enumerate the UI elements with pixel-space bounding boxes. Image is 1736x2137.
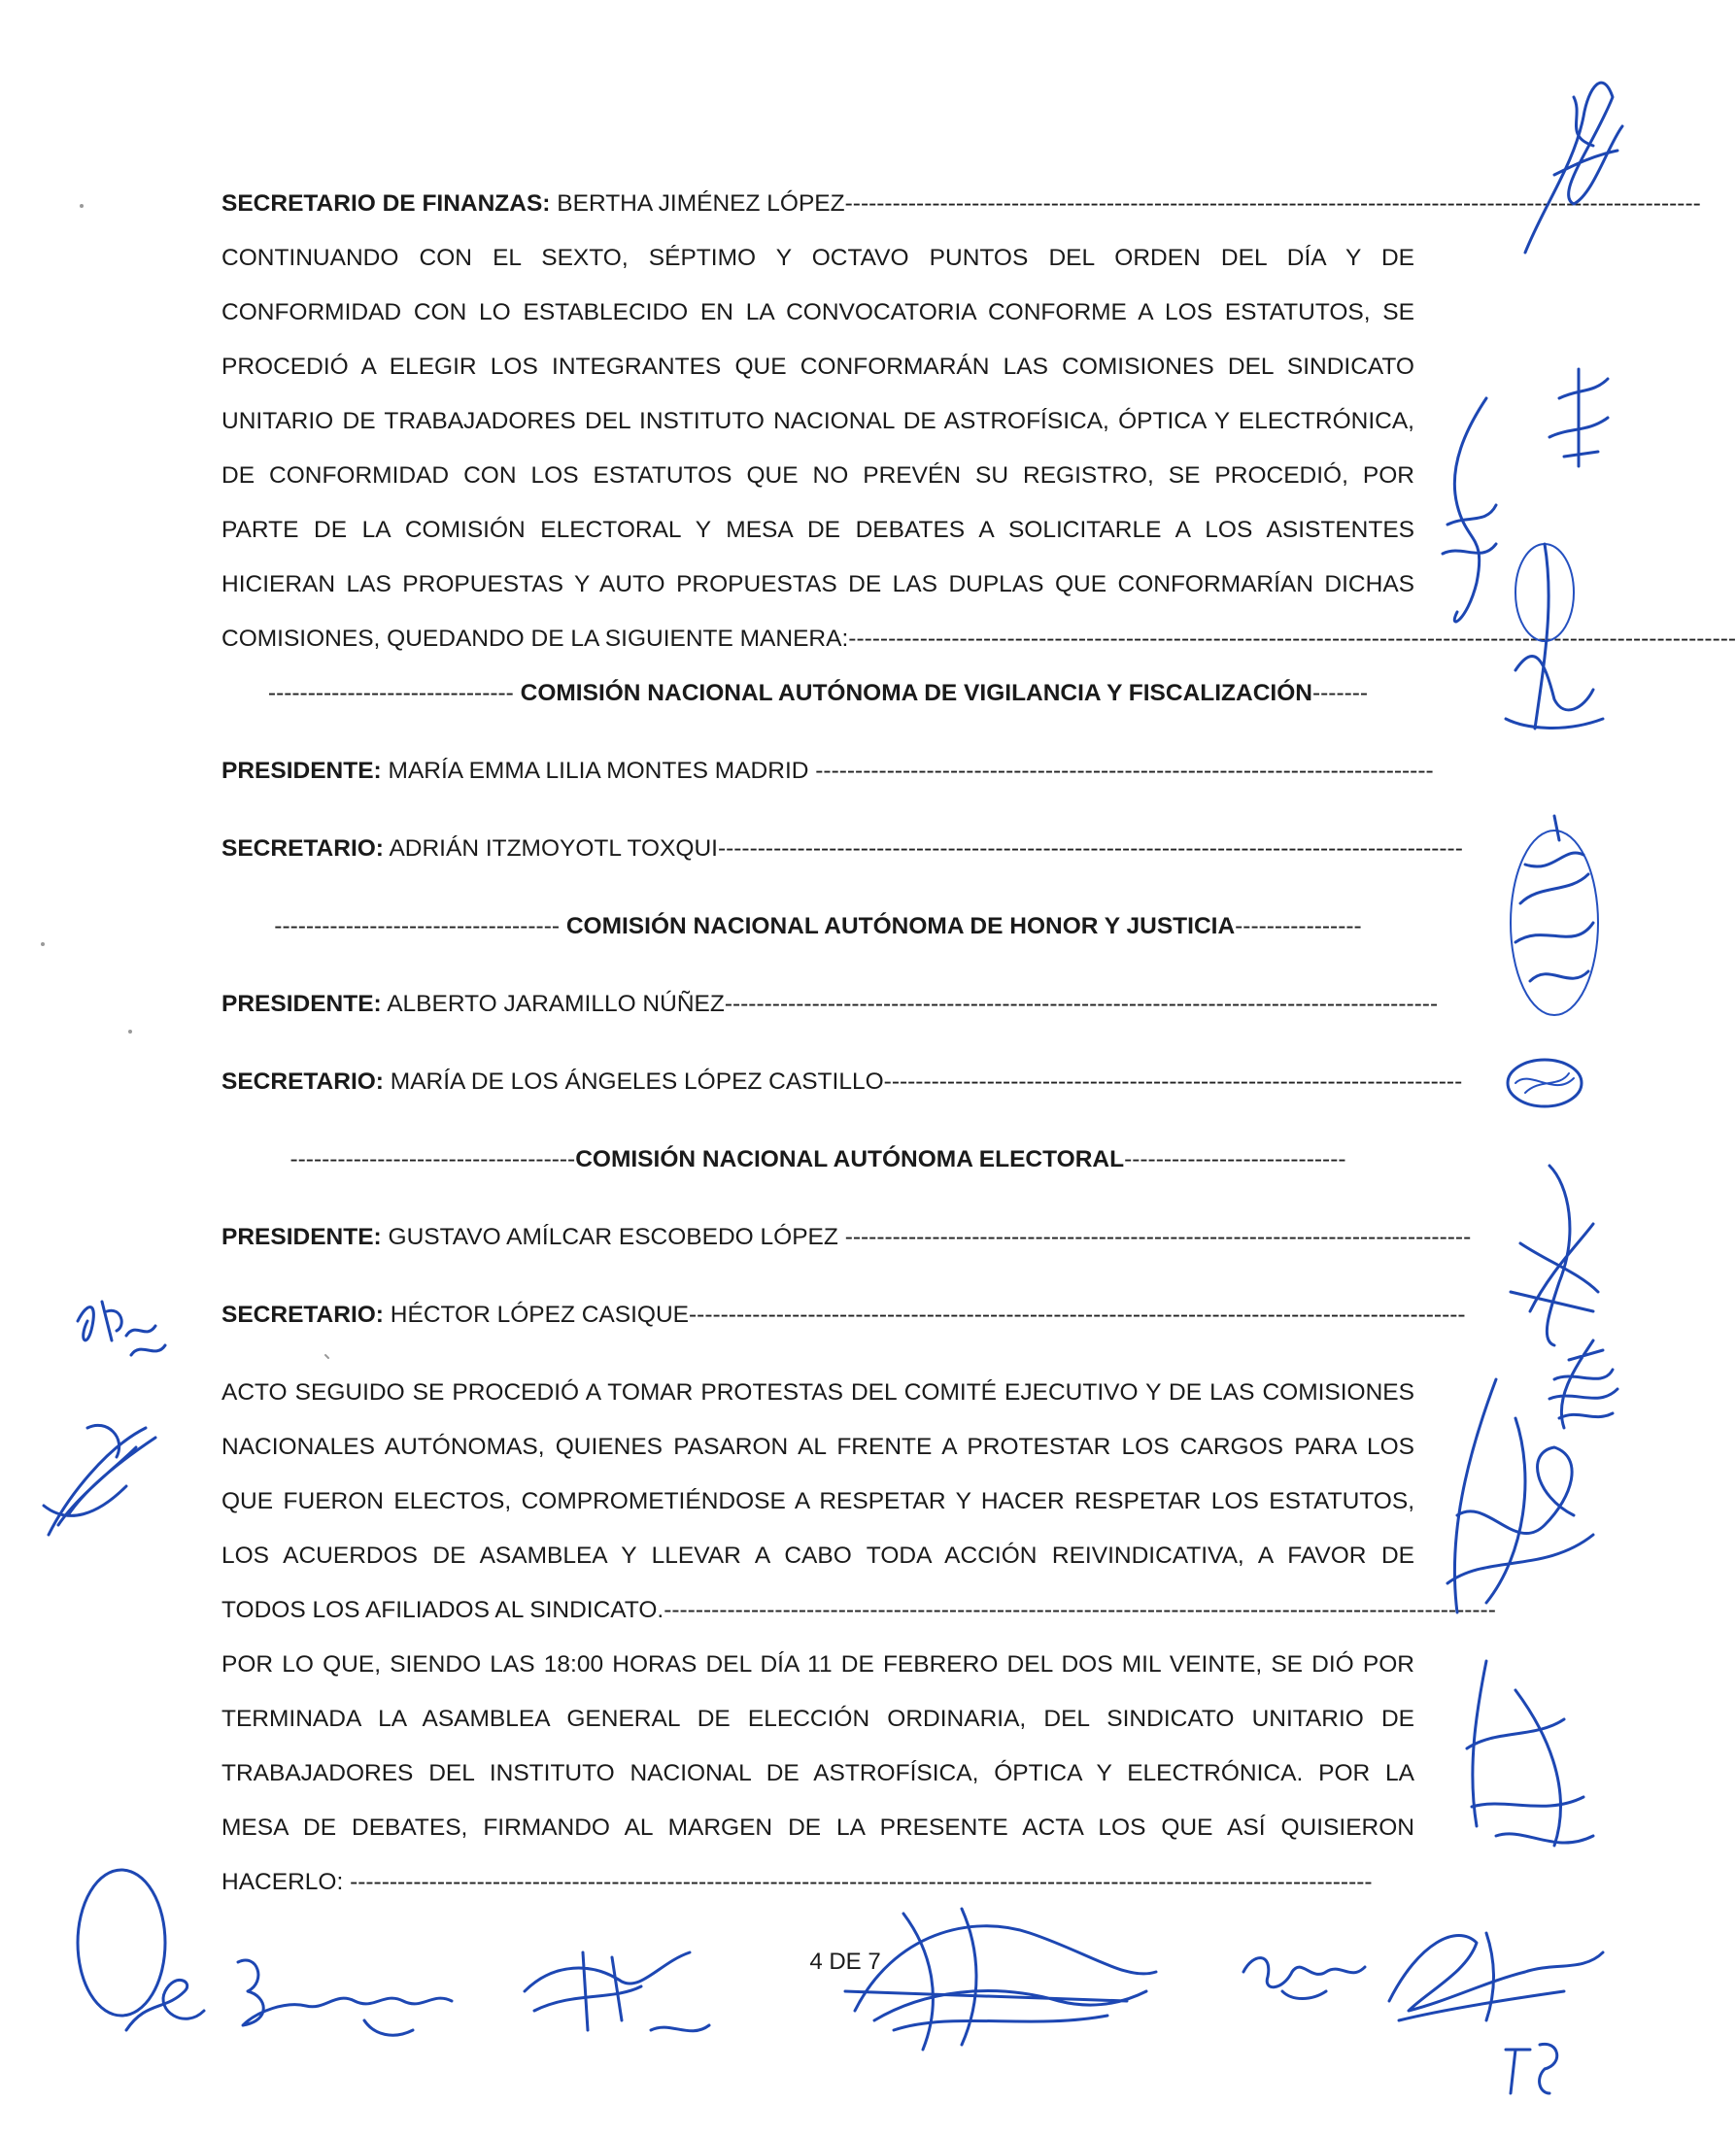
president-label: PRESIDENTE: [221,758,382,784]
finance-secretary-name: BERTHA JIMÉNEZ LÓPEZ [557,190,845,217]
paragraph-1 [221,231,1736,666]
scan-speck [80,204,84,208]
paragraph-line: HICIERAN LAS PROPUESTAS Y AUTO PROPUESTAS DE LAS DUPLAS QUE CONFORMARÍAN DICHAS [221,571,1414,597]
commission-title: COMISIÓN NACIONAL AUTÓNOMA DE HONOR Y JUSTICIA [565,913,1236,939]
commission-secretary-line: SECRETARIO: ADRIÁN ITZMOYOTL TOXQUI---------------------------------------------------------------------------------------------- [221,835,1463,862]
paragraph-line: CONTINUANDO CON EL SEXTO, SÉPTIMO Y OCTAVO PUNTOS DEL ORDEN DEL DÍA Y DE [221,245,1414,271]
president-label: PRESIDENTE: [221,991,382,1017]
paragraph-line: ACTO SEGUIDO SE PROCEDIÓ A TOMAR PROTESTAS DEL COMITÉ EJECUTIVO Y DE LAS COMISIONES [221,1379,1414,1406]
commission-heading: ------------------------------------COMISIÓN NACIONAL AUTÓNOMA ELECTORAL---------------------------- [289,1146,1346,1172]
bottom-signature [1234,1933,1370,2016]
margin-signature [1428,1360,1603,1637]
paragraph-3 [221,1638,1414,1910]
finance-secretary-label: SECRETARIO DE FINANZAS: [221,190,551,217]
secretary-name: MARÍA DE LOS ÁNGELES LÓPEZ CASTILLO [390,1068,884,1095]
page-number: 4 DE 7 [809,1949,881,1975]
secretary-label: SECRETARIO: [221,1302,384,1328]
scan-mark [321,1350,340,1374]
secretary-label: SECRETARIO: [221,1068,384,1095]
commission-title: COMISIÓN NACIONAL AUTÓNOMA DE VIGILANCIA Y FISCALIZACIÓN [520,680,1312,706]
scan-speck [128,1030,132,1034]
initials-annotation [68,1282,175,1374]
paragraph-line: CONFORMIDAD CON LO ESTABLECIDO EN LA CONVOCATORIA CONFORME A LOS ESTATUTOS, SE [221,299,1414,325]
commission-president-line: PRESIDENTE: GUSTAVO AMÍLCAR ESCOBEDO LÓPEZ ------------------------------------------------------------------------------- [221,1224,1472,1250]
president-name: GUSTAVO AMÍLCAR ESCOBEDO LÓPEZ [388,1224,838,1250]
bottom-signature [835,1894,1166,2064]
secretary-name: ADRIÁN ITZMOYOTL TOXQUI [389,835,718,862]
paragraph-line-last: TODOS LOS AFILIADOS AL SINDICATO.--------------------------------------------------------------------------------------------------------- [221,1597,1496,1623]
margin-signature [29,1408,175,1559]
scan-speck [41,942,45,946]
commission-president-line: PRESIDENTE: ALBERTO JARAMILLO NÚÑEZ------------------------------------------------------------------------------------------ [221,991,1439,1017]
secretary-name: HÉCTOR LÓPEZ CASIQUE [390,1302,690,1328]
bottom-signature [1370,1904,1613,2103]
margin-signature [1540,359,1617,481]
commission-heading: ------------------------------- COMISIÓN NACIONAL AUTÓNOMA DE VIGILANCIA Y FISCALIZACIÓN------- [267,680,1369,706]
paragraph-line: PARTE DE LA COMISIÓN ELECTORAL Y MESA DE DEBATES A SOLICITARLE A LOS ASISTENTES [221,517,1414,543]
paragraph-line-last: COMISIONES, QUEDANDO DE LA SIGUIENTE MANERA:---------------------------------------------------------------------------------------------------------------- [221,626,1736,652]
paragraph-line: LOS ACUERDOS DE ASAMBLEA Y LLEVAR A CABO TODA ACCIÓN REIVINDICATIVA, A FAVOR DE [221,1543,1414,1569]
president-name: ALBERTO JARAMILLO NÚÑEZ [387,991,725,1017]
bottom-signature [515,1933,719,2064]
paragraph-line: UNITARIO DE TRABAJADORES DEL INSTITUTO NACIONAL DE ASTROFÍSICA, ÓPTICA Y ELECTRÓNICA, [221,408,1414,434]
paragraph-line: DE CONFORMIDAD CON LOS ESTATUTOS QUE NO PREVÉN SU REGISTRO, SE PROCEDIÓ, POR [221,462,1414,489]
paragraph-line: NACIONALES AUTÓNOMAS, QUIENES PASARON AL FRENTE A PROTESTAR LOS CARGOS PARA LOS [221,1434,1414,1460]
paragraph-line: QUE FUERON ELECTOS, COMPROMETIÉNDOSE A RESPETAR Y HACER RESPETAR LOS ESTATUTOS, [221,1488,1414,1514]
commission-heading: ------------------------------------ COMISIÓN NACIONAL AUTÓNOMA DE HONOR Y JUSTICIA---------------- [274,913,1362,939]
commission-secretary-line: SECRETARIO: HÉCTOR LÓPEZ CASIQUE-------------------------------------------------------------------------------------------------- [221,1302,1466,1328]
document-body [221,177,1736,1910]
secretary-label: SECRETARIO: [221,835,384,862]
paragraph-line: TRABAJADORES DEL INSTITUTO NACIONAL DE ASTROFÍSICA, ÓPTICA Y ELECTRÓNICA. POR LA [221,1760,1414,1786]
paragraph-2 [221,1366,1496,1638]
paragraph-line: MESA DE DEBATES, FIRMANDO AL MARGEN DE LA PRESENTE ACTA LOS QUE ASÍ QUISIERON [221,1815,1414,1841]
margin-signature [68,1865,214,2064]
president-name: MARÍA EMMA LILIA MONTES MADRID [388,758,809,784]
margin-signature [1457,1632,1603,1870]
margin-signature [1486,525,1613,753]
finance-secretary-line: SECRETARIO DE FINANZAS: BERTHA JIMÉNEZ LÓPEZ------------------------------------------------------------------------------------------------------------ [221,190,1701,217]
paragraph-line-last: HACERLO: --------------------------------------------------------------------------------------------------------------------------------- [221,1869,1373,1895]
paragraph-line: POR LO QUE, SIENDO LAS 18:00 HORAS DEL DÍA 11 DE FEBRERO DEL DOS MIL VEINTE, SE DIÓ POR [221,1651,1414,1678]
commission-title: COMISIÓN NACIONAL AUTÓNOMA ELECTORAL [575,1146,1125,1172]
margin-signature [1515,58,1632,287]
commission-president-line: PRESIDENTE: MARÍA EMMA LILIA MONTES MADRID ------------------------------------------------------------------------------ [221,758,1434,784]
commission-secretary-line: SECRETARIO: MARÍA DE LOS ÁNGELES LÓPEZ CASTILLO------------------------------------------------------------------------- [221,1068,1463,1095]
president-label: PRESIDENTE: [221,1224,382,1250]
margin-signature [1501,1049,1588,1122]
bottom-signature [228,1943,461,2054]
margin-signature [1496,806,1613,1035]
paragraph-line: PROCEDIÓ A ELEGIR LOS INTEGRANTES QUE CONFORMARÁN LAS COMISIONES DEL SINDICATO [221,354,1414,380]
paragraph-line: TERMINADA LA ASAMBLEA GENERAL DE ELECCIÓN ORDINARIA, DEL SINDICATO UNITARIO DE [221,1706,1414,1732]
margin-signature [1501,1156,1608,1355]
